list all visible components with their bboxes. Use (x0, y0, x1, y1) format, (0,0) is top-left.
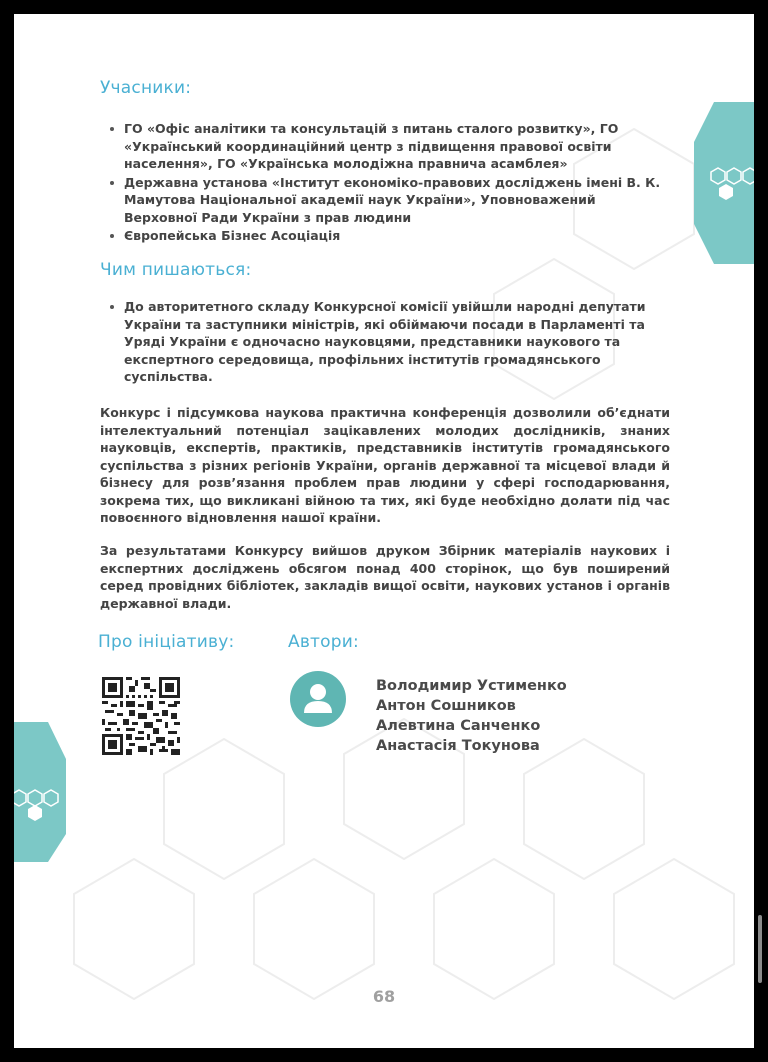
page-number: 68 (372, 987, 396, 1006)
about-title: Про ініціативу: (98, 632, 235, 652)
participants-list (100, 120, 670, 246)
pride-list (100, 298, 670, 387)
pride-title: Чим пишаються: (100, 260, 252, 280)
list-item: ГО «Офіс аналітики та консультацій з питань сталого розвитку», ГО «Український координаційний центр з підвищення правової освіти населення», ГО «Українська молодіжна правнича асамблея» (124, 120, 670, 173)
participants-title: Учасники: (100, 78, 192, 98)
scrollbar-thumb[interactable] (758, 915, 762, 983)
author-name: Алевтина Санченко (376, 718, 541, 734)
document-page (14, 14, 754, 1048)
authors-list (376, 676, 676, 756)
author-name: Анастасія Токунова (376, 738, 540, 754)
author-name: Антон Сошников (376, 698, 516, 714)
paragraph-collection: За результатами Конкурсу вийшов друком Збірник матеріалів наукових і експертних досліджень обсягом понад 400 сторінок, що був поширений серед провідних бібліотек, закладів вищої освіти, наукових установ і органів державної влади. (100, 543, 670, 611)
avatar-icon (290, 671, 346, 727)
authors-title: Автори: (288, 632, 359, 652)
author-name: Володимир Устименко (376, 678, 567, 694)
list-item: Державна установа «Інститут економіко-правових досліджень імені В. К. Мамутова Національної академії наук України», Уповноважений Верховної Ради України з прав людини (124, 174, 670, 227)
teal-hexagon-right (694, 102, 754, 264)
list-item: До авторитетного складу Конкурсної комісії увійшли народні депутати України та заступники міністрів, які обіймаючи посади в Парламенті та Уряді України є одночасно науковцями, представники наукового та експертного середовища, профільних інститутів громадянського суспільства. (124, 298, 670, 386)
paragraph-conference: Конкурс і підсумкова наукова практична конференція дозволили об’єднати інтелектуальний потенціал зацікавлених молодих дослідників, знаних науковців, експертів, практиків, представників інститутів громадянського суспільства з різних регіонів України, органів державної та місцевої влади й бізнесу для розв’язання проблем прав людини у сфері господарювання, зокрема тих, що викликані війною та тих, які буде необхідно долати під час повоєнного відновлення нашої країни. (100, 405, 670, 525)
list-item: Європейська Бізнес Асоціація (124, 227, 670, 245)
qr-code[interactable] (102, 677, 180, 755)
